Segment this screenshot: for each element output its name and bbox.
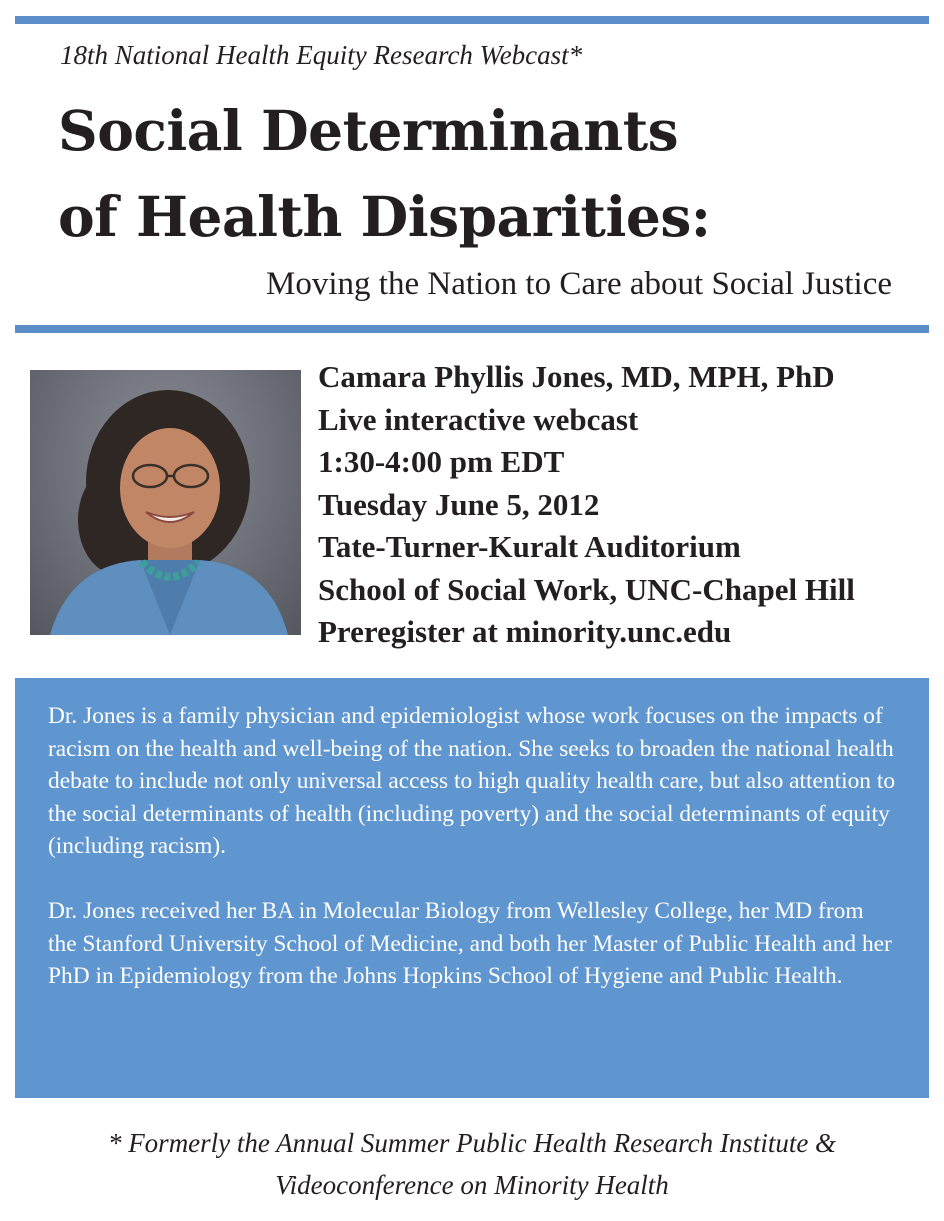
bio-paragraph-1: Dr. Jones is a family physician and epidemiologist whose work focuses on the impacts of racism on the health and well-being of the nation. She seeks to broaden the national health debate to include not only universal access to high quality health care, but also attention to the social determinants of health (including poverty) and the social determinants of equity (including racism). — [48, 703, 896, 860]
speaker-portrait-illustration — [30, 370, 301, 635]
footnote-line-1: * Formerly the Annual Summer Public Health Research Institute & — [107, 1128, 837, 1158]
title-line-1: Social Determinants — [58, 98, 679, 163]
speaker-bio — [15, 678, 929, 1098]
bio-paragraph-2: Dr. Jones received her BA in Molecular Biology from Wellesley College, her MD from the Stanford University School of Medicine, and both her Master of Public Health and her PhD in Epidemiology from the Johns Hopkins School of Hygiene and Public Health. — [48, 897, 892, 990]
event-time: 1:30-4:00 pm EDT — [318, 444, 565, 479]
title-line-2: of Health Disparities: — [58, 184, 711, 249]
registration-info: Preregister at minority.unc.edu — [318, 614, 732, 649]
event-kicker: 18th National Health Equity Research Webcast* — [60, 40, 583, 70]
footnote-line-2: Videoconference on Minority Health — [275, 1170, 669, 1200]
middle-divider — [15, 325, 929, 333]
top-divider — [15, 16, 929, 24]
event-host: School of Social Work, UNC-Chapel Hill — [318, 571, 855, 607]
speaker-photo — [30, 370, 301, 635]
event-format: Live interactive webcast — [318, 401, 639, 437]
event-venue: Tate-Turner-Kuralt Auditorium — [318, 529, 741, 564]
event-details — [318, 356, 855, 654]
page-subtitle: Moving the Nation to Care about Social Justice — [266, 266, 892, 302]
speaker-name: Camara Phyllis Jones, MD, MPH, PhD — [318, 359, 835, 394]
page-title — [58, 88, 711, 260]
event-date: Tuesday June 5, 2012 — [318, 486, 600, 522]
footnote — [0, 1122, 944, 1206]
